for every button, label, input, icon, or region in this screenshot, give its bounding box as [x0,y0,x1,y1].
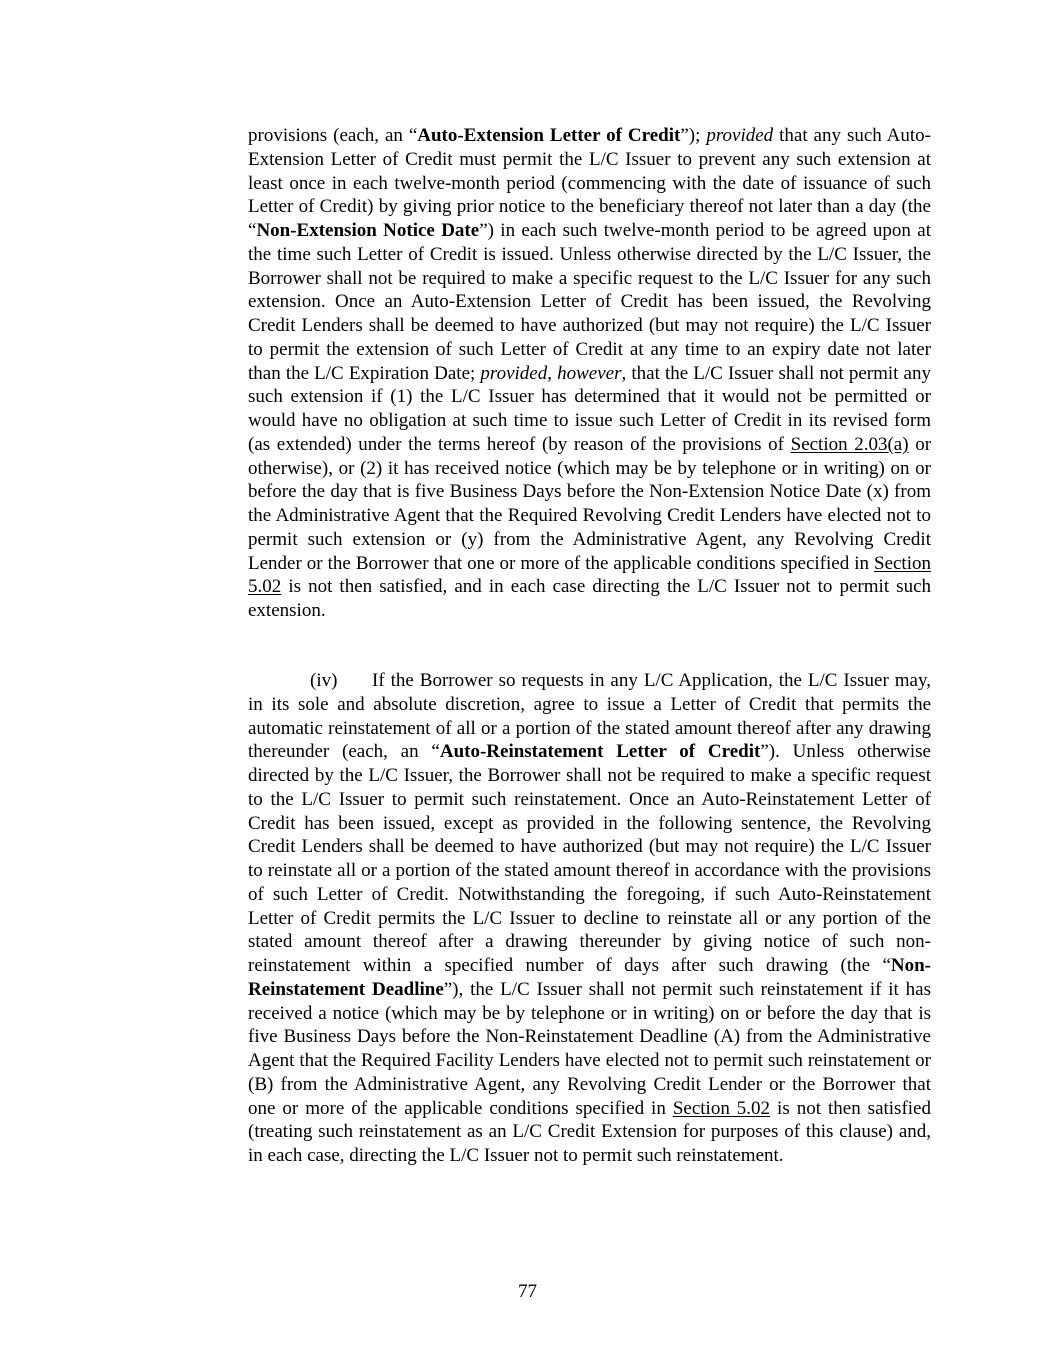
page-number: 77 [518,1281,537,1302]
defined-term: Non-Reinstatement Deadline [248,955,931,1000]
text-run: ”), the L/C Issuer shall not permit such reinstatement if it has received a notice (which may be by telephone or in writing) on or before the day that is five Business Days before the Non-Reinstatement Deadline (A) from the Administrative Agent that the Required Facility Lenders have elected not to permit such reinstatement or (B) from the Administrative Agent, any Revolving Credit Lender or the Borrower that one or more of the applicable conditions specified in [248,978,931,1119]
text-run: that any such Auto-Extension Letter of Credit must permit the L/C Issuer to prevent any such extension at least once in each twelve-month period (commencing with the date of issuance of such Letter of Credit) by giving prior notice to the beneficiary thereof not later than a day (the “ [248,125,931,241]
text-run: ”); [680,125,707,146]
text-run: ”). Unless otherwise directed by the L/C Issuer, the Borrower shall not be required to make a specific request to the L/C Issuer to permit such reinstatement. Once an Auto-Reinstatement Letter of Credit has been issued, except as provided in the following sentence, the Revolving Credit Lenders shall be deemed to have authorized (but may not require) the L/C Issuer to reinstate all or a portion of the stated amount thereof in accordance with the provisions of such Letter of Credit. Notwithstanding the foregoing, if such Auto-Reinstatement Letter of Credit permits the L/C Issuer to decline to reinstate all or any portion of the stated amount thereof after a drawing thereunder by giving notice of such non-reinstatement within a specified number of days after such drawing (the “ [248,741,931,976]
text-run: , that the L/C Issuer shall not permit any such extension if (1) the L/C Issuer has determined that it would not be permitted or would have no obligation at such time to issue such Letter of Credit in its revised form (as extended) under the terms hereof (by reason of the provisions of [248,362,931,455]
text-run: is not then satisfied, and in each case directing the L/C Issuer not to permit such extension. [248,576,931,621]
text-run: is not then satisfied (treating such reinstatement as an L/C Credit Extension for purposes of this clause) and, in each case, directing the L/C Issuer not to permit such reinstatement. [248,1097,931,1166]
text-run: , [547,362,558,384]
defined-term: Non-Extension Notice Date [256,220,480,241]
paragraph-text [248,124,931,623]
italic-term: however [557,362,622,384]
section-reference: Section 2.03(a) [790,433,909,455]
italic-term: provided [480,362,548,384]
text-run: provisions (each, an “ [248,125,418,146]
defined-term: Auto-Reinstatement Letter of Credit [439,741,761,763]
text-run: If the Borrower so requests in any L/C Application, the L/C Issuer may, in its sole and absolute discretion, agree to issue a Letter of Credit that permits the automatic reinstatement of all or a portion of the stated amount thereof after any drawing thereunder (each, an “ [248,670,931,763]
section-reference: Section 5.02 [672,1097,771,1119]
defined-term: Auto-Extension Letter of Credit [417,125,681,146]
text-run: ”) in each such twelve-month period to be agreed upon at the time such Letter of Credit is issued. Unless otherwise directed by the L/C Issuer, the Borrower shall not be required to make a specific request to the L/C Issuer for any such extension. Once an Auto-Extension Letter of Credit has been issued, the Revolving Credit Lenders shall be deemed to have authorized (but may not require) the L/C Issuer to permit the extension of such Letter of Credit at any time to an expiry date not later than the L/C Expiration Date; [248,220,932,384]
paragraph-auto-extension [248,124,931,623]
italic-term: provided [706,125,774,146]
text-run: or otherwise), or (2) it has received notice (which may be by telephone or in writing) on or before the day that is five Business Days before the Non-Extension Notice Date (x) from the Administrative Agent that the Required Revolving Credit Lenders have elected not to permit such extension or (y) from the Administrative Agent, any Revolving Credit Lender or the Borrower that one or more of the applicable conditions specified in [248,433,932,574]
clause-label: (iv) [310,670,338,691]
section-reference: Section 5.02 [248,552,931,598]
paragraph-text [248,669,931,1168]
paragraph-auto-reinstatement [248,669,931,1168]
